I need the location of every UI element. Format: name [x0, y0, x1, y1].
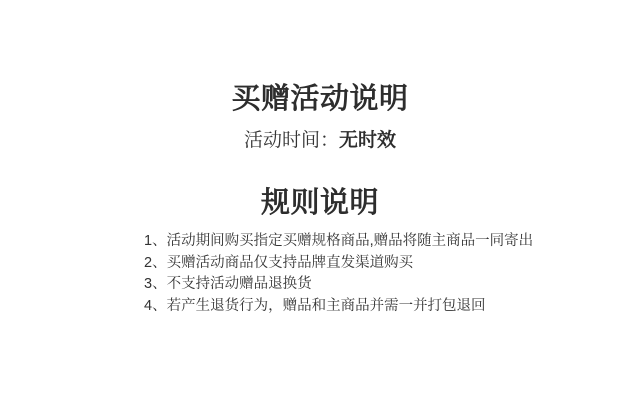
page-title: 买赠活动说明 — [231, 83, 409, 115]
rule-item-4: 4、若产生退货行为，赠品和主商品并需一并打包退回 — [144, 297, 486, 314]
activity-time-line — [0, 131, 640, 151]
rule-item-3: 3、不支持活动赠品退换货 — [144, 276, 312, 292]
activity-time-value: 无时效 — [339, 130, 397, 151]
activity-time-label: 活动时间： — [243, 130, 339, 151]
rule-item-1: 1、活动期间购买指定买赠规格商品,赠品将随主商品一同寄出 — [144, 233, 534, 249]
rule-item-2: 2、买赠活动商品仅支持品牌直发渠道购买 — [144, 254, 414, 271]
rules-heading: 规则说明 — [260, 187, 379, 219]
rules-list — [144, 231, 534, 317]
